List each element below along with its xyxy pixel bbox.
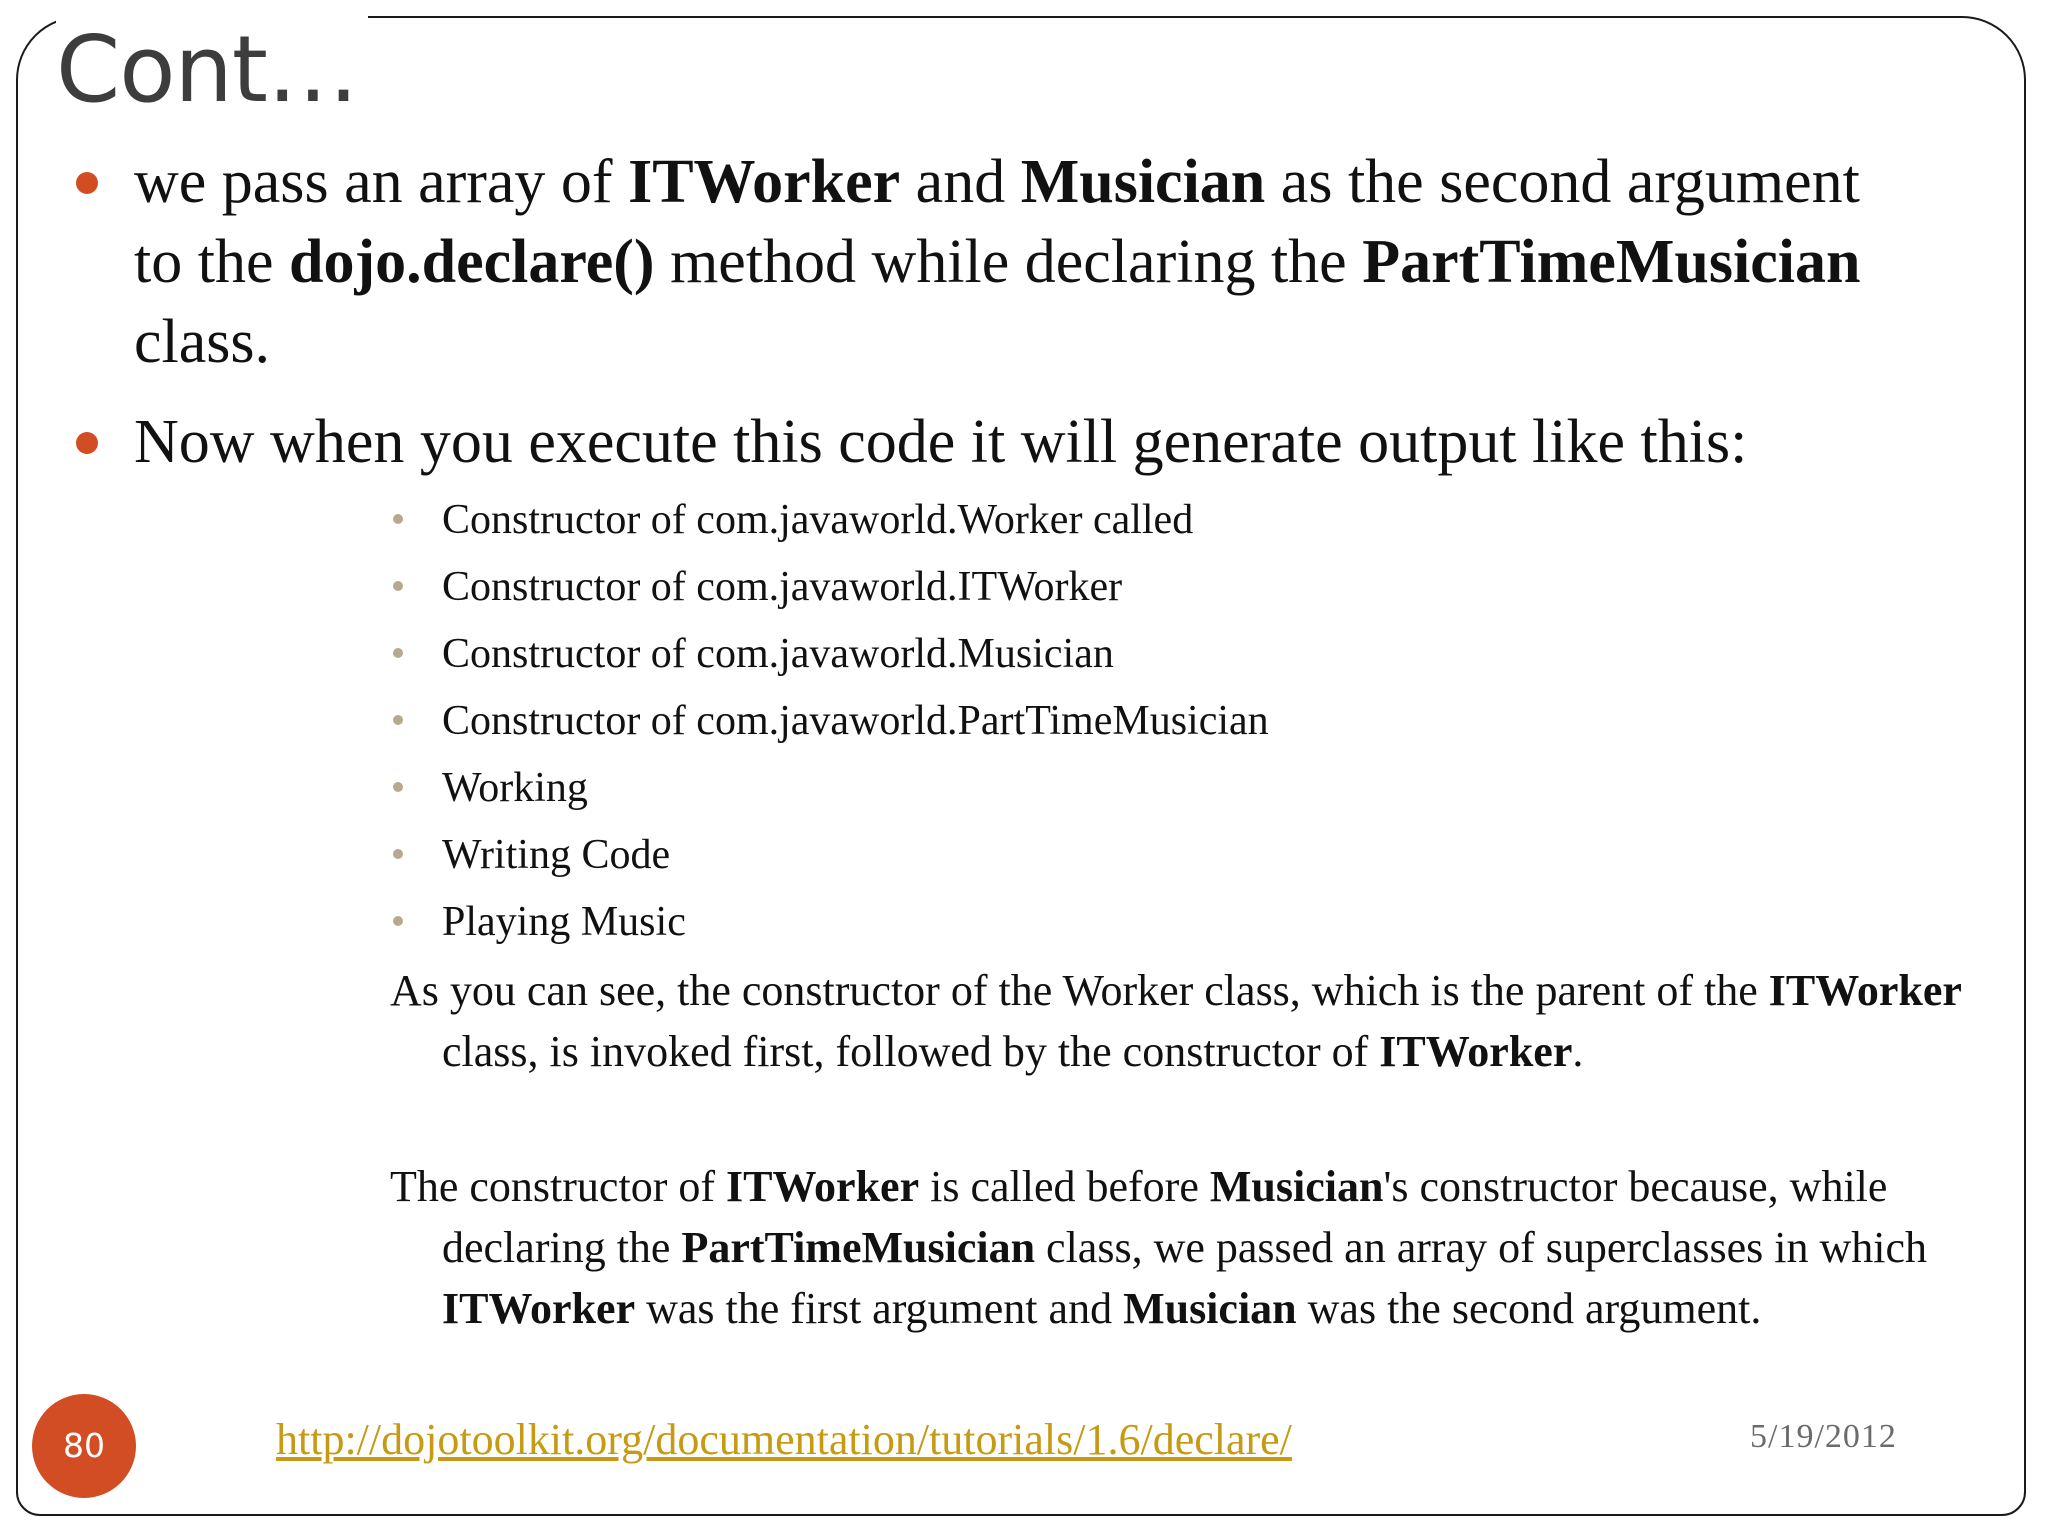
reference-link[interactable]: http://dojotoolkit.org/documentation/tutorials/1.6/declare/	[276, 1415, 1292, 1464]
slide-title: Cont…	[56, 10, 368, 130]
output-list	[390, 492, 1890, 961]
sub-bullet-icon	[393, 916, 403, 926]
sub-bullet-icon	[393, 782, 403, 792]
bullet-dot-icon	[76, 172, 98, 194]
list-item: Constructor of com.javaworld.PartTimeMusician	[390, 693, 1890, 760]
list-item: Writing Code	[390, 827, 1890, 894]
list-item: Constructor of com.javaworld.Musician	[390, 626, 1890, 693]
bullet-text-1: we pass an array of ITWorker and Musician as the second argument to the dojo.declare() method while declaring the PartTimeMusician class.	[134, 148, 1861, 376]
sub-bullet-icon	[393, 715, 403, 725]
sub-bullet-icon	[393, 648, 403, 658]
sub-bullet-icon	[393, 581, 403, 591]
sub-bullet-icon	[393, 514, 403, 524]
slide-number-badge: 80	[32, 1394, 136, 1498]
explanation-paragraph-2: The constructor of ITWorker is called before Musician's constructor because, while declaring the PartTimeMusician class, we passed an array of superclasses in which ITWorker was the first argument and Musician was the second argument.	[390, 1162, 1927, 1333]
list-item: Working	[390, 760, 1890, 827]
sub-bullet-icon	[393, 849, 403, 859]
explanation-paragraph-1: As you can see, the constructor of the Worker class, which is the parent of the ITWorker class, is invoked first, followed by the constructor of ITWorker.	[390, 966, 1962, 1076]
slide-date: 5/19/2012	[1750, 1418, 1897, 1455]
bullet-text-2: Now when you execute this code it will generate output like this:	[134, 408, 1748, 476]
list-item: Constructor of com.javaworld.Worker called	[390, 492, 1890, 559]
list-item: Constructor of com.javaworld.ITWorker	[390, 559, 1890, 626]
list-item: Playing Music	[390, 894, 1890, 961]
bullet-dot-icon	[76, 432, 98, 454]
